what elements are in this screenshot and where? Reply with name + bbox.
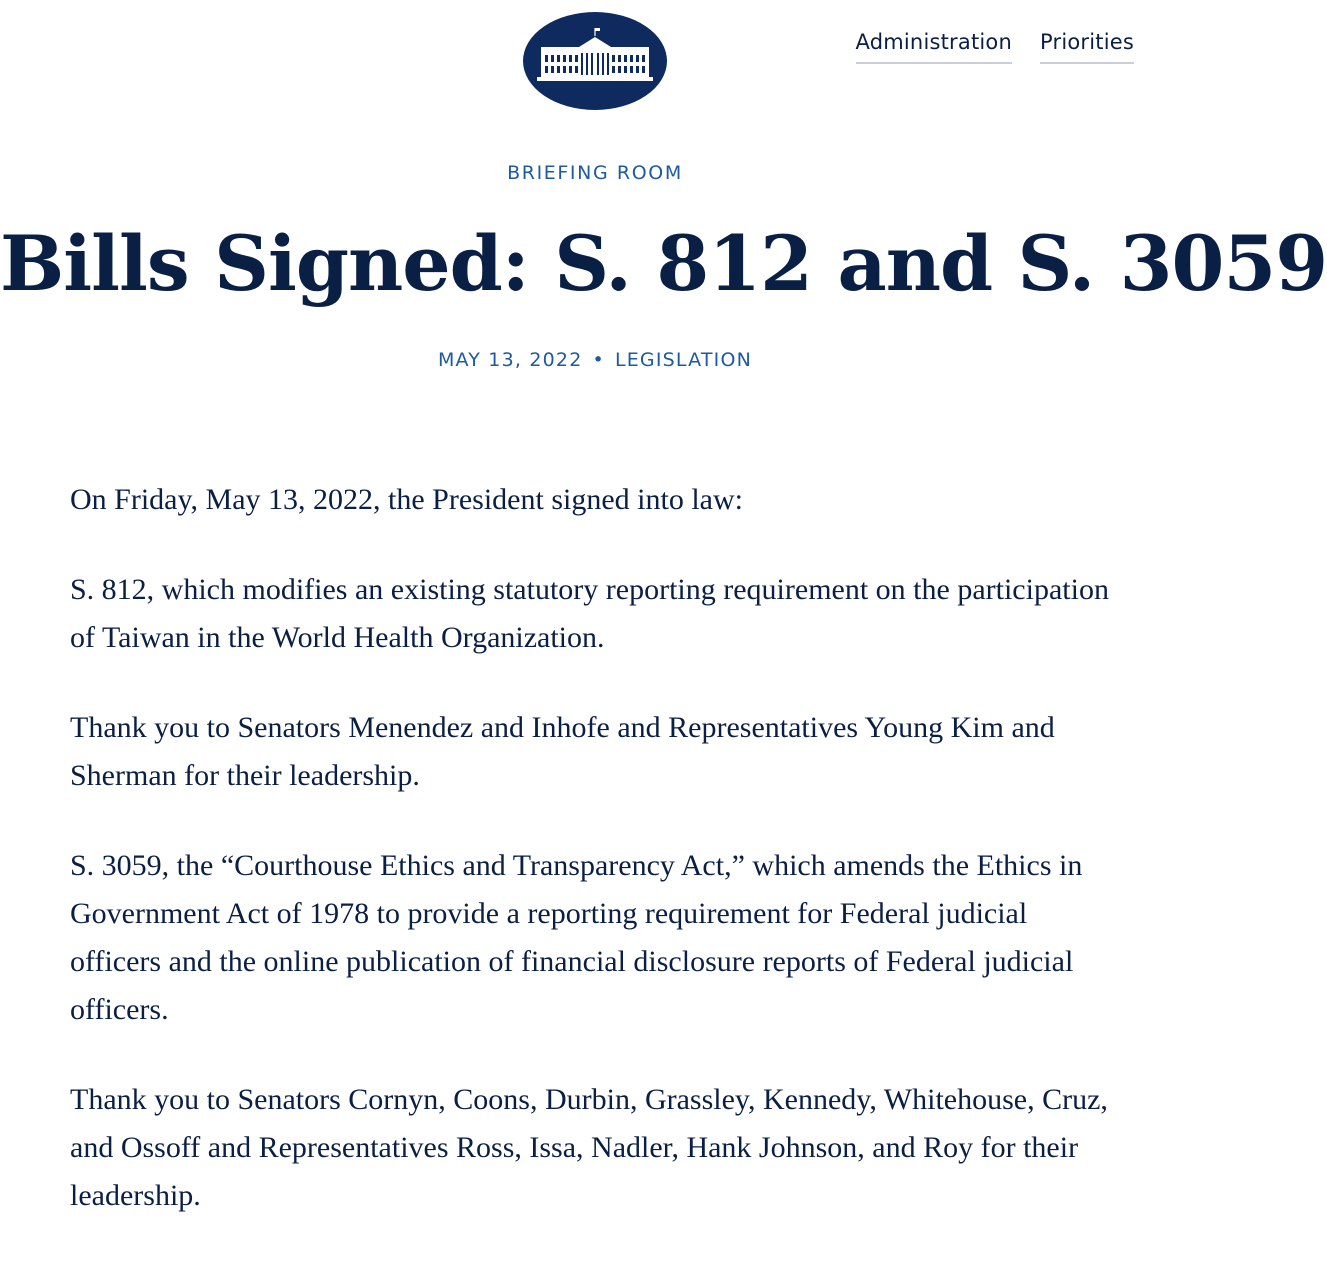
article-paragraph: Thank you to Senators Menendez and Inhofe and Representatives Young Kim and Sherman for their leadership.: [70, 711, 1055, 792]
white-house-logo-icon[interactable]: [523, 12, 667, 110]
article-paragraph: S. 3059, the “Courthouse Ethics and Transparency Act,” which amends the Ethics in Government Act of 1978 to provide a reporting requirement for Federal judicial officers and the online publication of financial disclosure reports of Federal judicial officers.: [70, 849, 1083, 1026]
article-paragraph: Thank you to Senators Cornyn, Coons, Durbin, Grassley, Kennedy, Whitehouse, Cruz, and Ossoff and Representatives Ross, Issa, Nadler, Hank Johnson, and Roy for their leadership.: [70, 1083, 1108, 1212]
article-meta: [0, 349, 1190, 371]
primary-nav: [856, 30, 1134, 64]
section-label-briefing-room[interactable]: BRIEFING ROOM: [507, 162, 683, 184]
page-title: Bills Signed: S. 812 and S. 3059: [0, 219, 1327, 308]
article-body: [70, 476, 1120, 1262]
meta-separator: •: [592, 349, 605, 371]
article-category-link[interactable]: LEGISLATION: [614, 349, 753, 371]
nav-link-priorities[interactable]: Priorities: [1040, 30, 1134, 64]
article-date: MAY 13, 2022: [437, 349, 583, 371]
article-paragraph: S. 812, which modifies an existing statutory reporting requirement on the participation of Taiwan in the World Health Organization.: [70, 573, 1109, 654]
article-paragraph: On Friday, May 13, 2022, the President signed into law:: [70, 483, 743, 516]
nav-link-administration[interactable]: Administration: [856, 30, 1012, 64]
